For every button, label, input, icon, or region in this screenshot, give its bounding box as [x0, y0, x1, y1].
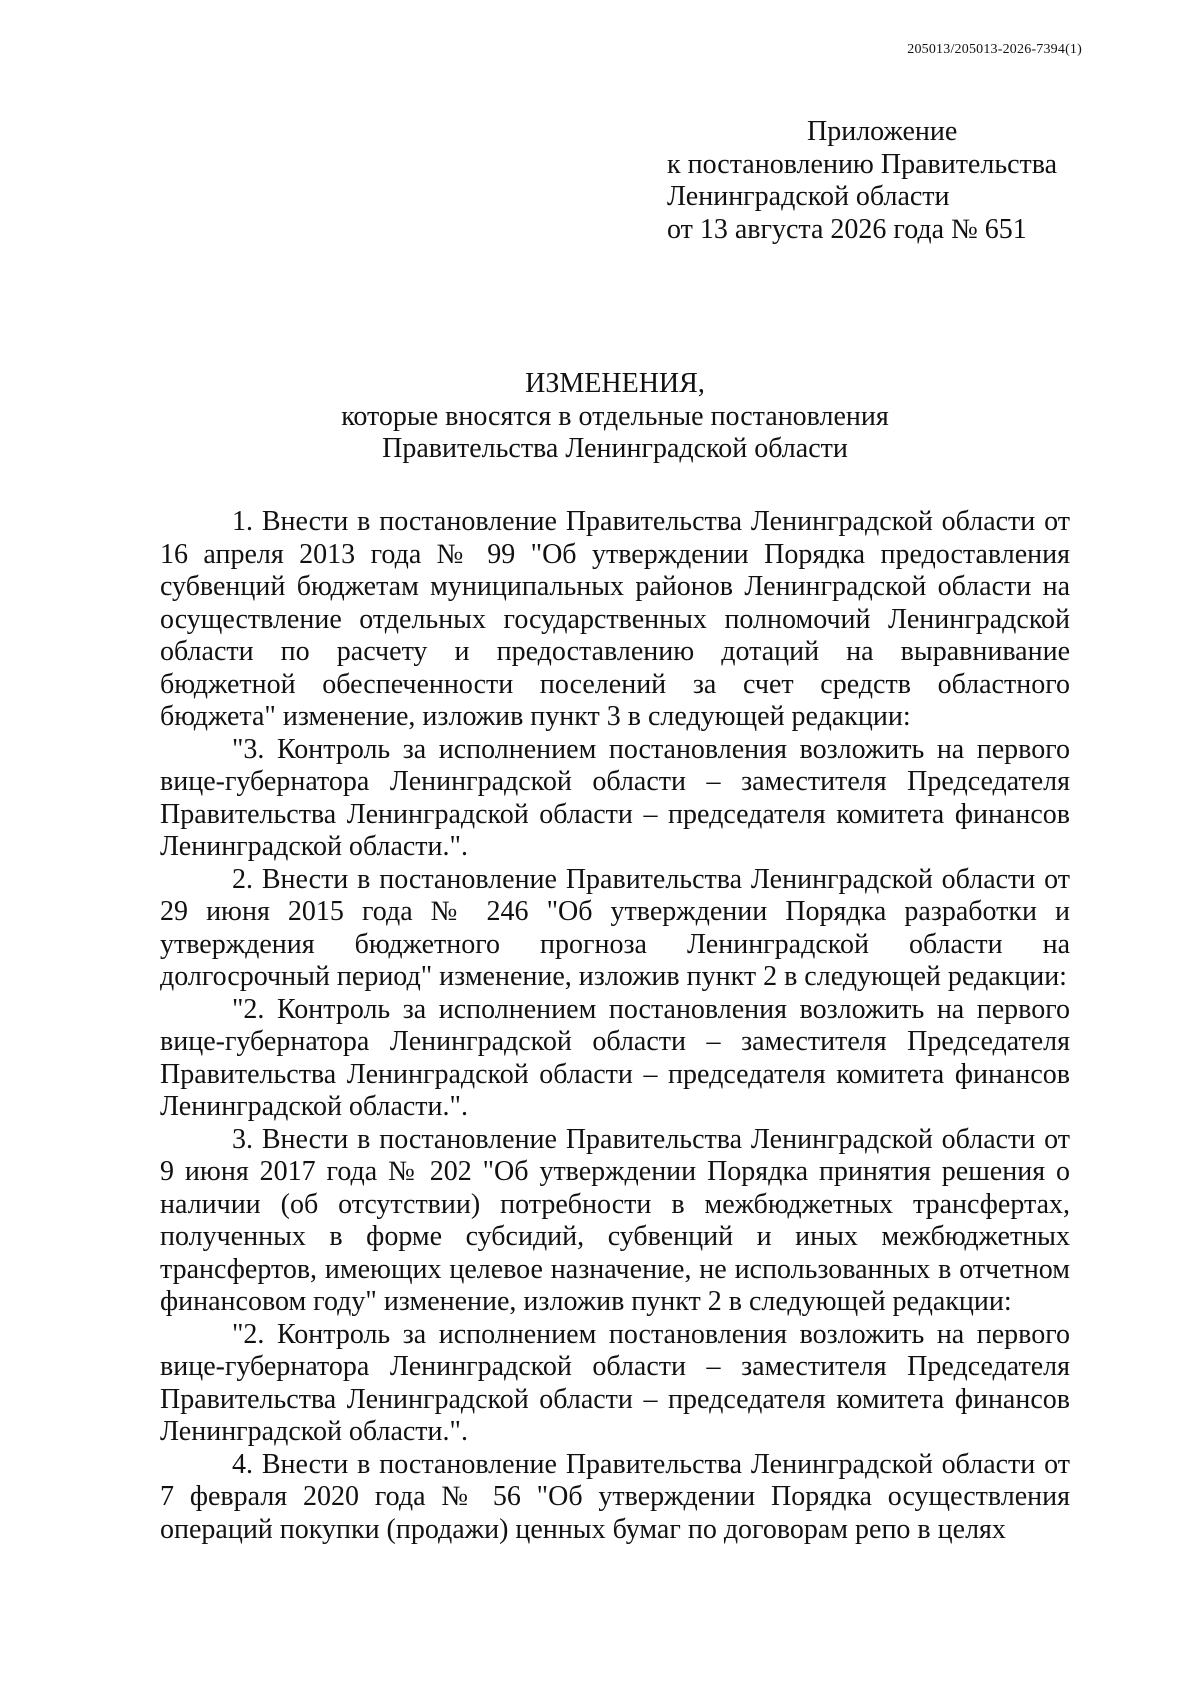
document-id: 205013/205013-2026-7394(1) [907, 42, 1082, 57]
paragraph-2-quote: "2. Контроль за исполнением постановления возложить на первого вице-губернатора Ленинградской области – заместителя Председателя Правительства Ленинградской области – председателя комитета финансов Ленинградской области.". [160, 993, 1070, 1122]
document-body [160, 506, 1070, 1546]
paragraph-3: 3. Внести в постановление Правительства Ленинградской области от 9 июня 2017 года № 202 "Об утверждении Порядка принятия решения о наличии (об отсутствии) потребности в межбюджетных трансфертах, полученных в форме субсидий, субвенций и иных межбюджетных трансфертов, имеющих целевое назначение, не использованных в отчетном финансовом году" изменение, изложив пункт 2 в следующей редакции: [160, 1123, 1070, 1317]
appendix-block [667, 116, 1127, 246]
appendix-line-1: к постановлению Правительства [667, 148, 1058, 180]
paragraph-2: 2. Внести в постановление Правительства Ленинградской области от 29 июня 2015 года № 246 "Об утверждении Порядка разработки и утверждения бюджетного прогноза Ленинградской области на долгосрочный период" изменение, изложив пункт 2 в следующей редакции: [160, 863, 1070, 992]
paragraph-3-quote: "2. Контроль за исполнением постановления возложить на первого вице-губернатора Ленинградской области – заместителя Председателя Правительства Ленинградской области – председателя комитета финансов Ленинградской области.". [160, 1318, 1070, 1447]
paragraph-1-quote: "3. Контроль за исполнением постановления возложить на первого вице-губернатора Ленинградской области – заместителя Председателя Правительства Ленинградской области – председателя комитета финансов Ленинградской области.". [160, 733, 1070, 862]
appendix-line-2: Ленинградской области [667, 181, 950, 212]
title-line-1: которые вносятся в отдельные постановления [341, 400, 889, 432]
appendix-line-3: от 13 августа 2026 года № 651 [667, 213, 1027, 245]
appendix-heading: Приложение [807, 116, 958, 147]
document-title [160, 368, 1070, 466]
paragraph-4: 4. Внести в постановление Правительства Ленинградской области от 7 февраля 2020 года № 56 "Об утверждении Порядка осуществления операций покупки (продажи) ценных бумаг по договорам репо в целях [160, 1448, 1070, 1545]
paragraph-1: 1. Внести в постановление Правительства Ленинградской области от 16 апреля 2013 года № 99 "Об утверждении Порядка предоставления субвенций бюджетам муниципальных районов Ленинградской области на осуществление отдельных государственных полномочий Ленинградской области по расчету и предоставлению дотаций на выравнивание бюджетной обеспеченности поселений за счет средств областного бюджета" изменение, изложив пункт 3 в следующей редакции: [160, 506, 1070, 732]
title-main: ИЗМЕНЕНИЯ, [525, 368, 705, 399]
title-line-2: Правительства Ленинградской области [382, 433, 848, 464]
